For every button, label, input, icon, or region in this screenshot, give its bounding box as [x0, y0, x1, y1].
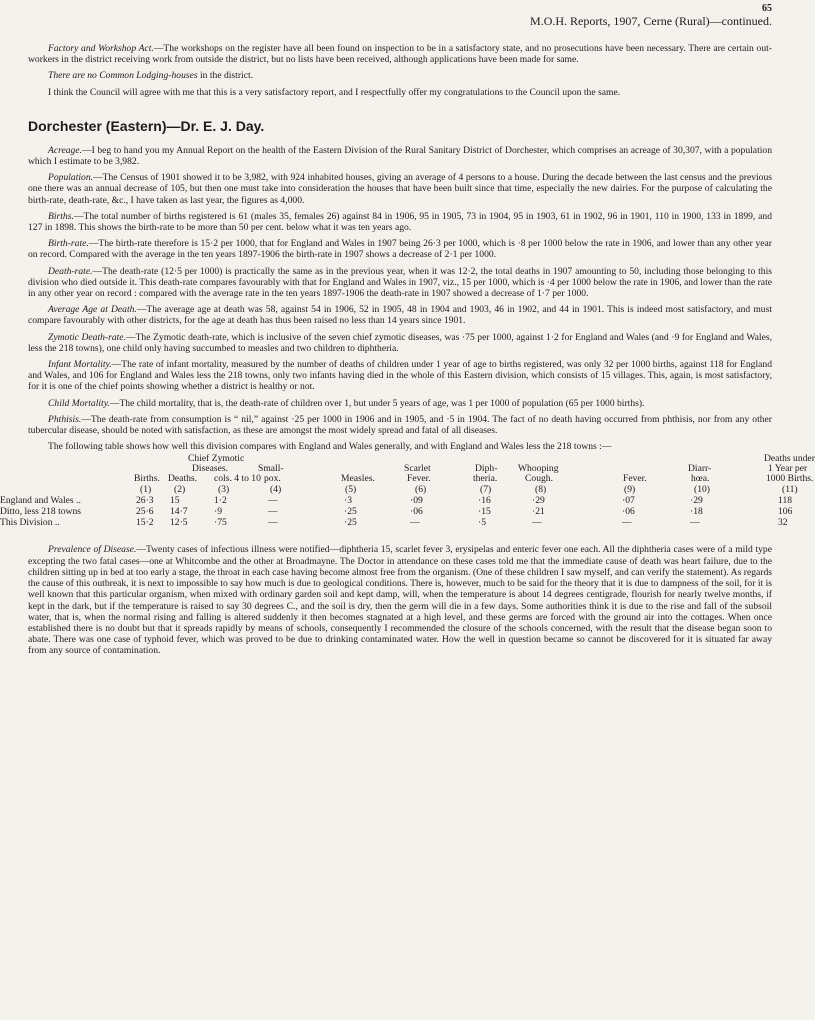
table-cell: ·75 — [214, 517, 227, 529]
death-rate-paragraph: Death-rate.—The death-rate (12·5 per 1000) is practically the same as in the previous year, when it was 12·2, the total deaths in 1907 amounting to 50, including those belonging to this division who died outside it. This death-rate compares favourably with that for England and Wales in 1907, viz., 15 per 1000, which is ·4 per 1000 below the rate in 1906, and lower than the rate in any other year on record : compared with the average rate in the ten years 1897-1906 the death-rate in 1907 showed a decrease of 1·7 per 1000. — [28, 265, 772, 300]
table-cell: ·3 — [344, 495, 352, 507]
comparison-table-rows — [0, 495, 793, 536]
colnum-7: (7) — [480, 484, 492, 496]
th-chief-zymotic-1: Chief Zymotic — [188, 453, 245, 465]
th-births: Births. — [134, 473, 160, 485]
colnum-9: (9) — [624, 484, 636, 496]
th-scarlet: Scarlet — [404, 463, 431, 475]
table-cell: 32 — [778, 517, 788, 529]
report-body — [28, 145, 772, 453]
th-fever: Fever. — [623, 473, 647, 485]
th-deaths-under-1: Deaths under — [764, 453, 815, 465]
table-cell: — — [690, 517, 700, 529]
table-row-label: Ditto, less 218 towns — [0, 506, 82, 518]
table-cell: ·21 — [532, 506, 545, 518]
birth-rate-paragraph: Birth-rate.—The birth-rate therefore is 15·2 per 1000, that for England and Wales in 1907 being 26·3 per 1000, which is ·8 per 1000 below the rate in 1906, and lower than any other year on record. Compared with the average in the ten years 1897-1906 the birth-rate in 1907 shows a decrease of 2·1 per 1000. — [28, 238, 772, 261]
th-deaths-under-2: 1 Year per — [768, 463, 808, 475]
births-paragraph: Births.—The total number of births registered is 61 (males 35, females 26) against 84 in 1906, 95 in 1905, 73 in 1904, 95 in 1903, 61 in 1902, 96 in 1901, 110 in 1900, 133 in 1899, and 127 in 1898. This shows the birth-rate to be more than 50 per cent. below what it was ten years ago. — [28, 210, 772, 234]
colnum-3: (3) — [218, 484, 230, 496]
th-hoea: hœa. — [691, 473, 710, 485]
acreage-paragraph: Acreage.—I beg to hand you my Annual Report on the health of the Eastern Division of the Rural Sanitary District of Dorchester, which comprises an acreage of 30,307, with a population which I estimate to be 3,982. — [28, 144, 772, 168]
colnum-11: (11) — [782, 484, 798, 496]
table-cell: ·18 — [690, 506, 703, 518]
table-cell: 26·3 — [136, 495, 154, 507]
table-cell: ·09 — [410, 495, 423, 507]
table-cell: ·07 — [622, 495, 635, 507]
table-cell: ·15 — [478, 506, 491, 518]
th-diph: Diph- — [475, 463, 498, 475]
table-cell: — — [268, 517, 278, 529]
th-pox: pox. — [264, 473, 281, 485]
colnum-6: (6) — [415, 484, 427, 496]
colnum-2: (2) — [174, 484, 186, 496]
table-cell: 14·7 — [170, 506, 188, 518]
colnum-8: (8) — [535, 484, 547, 496]
section-title: Dorchester (Eastern)—Dr. E. J. Day. — [28, 117, 265, 134]
table-cell: ·29 — [532, 495, 545, 507]
table-cell: — — [532, 517, 542, 529]
table-cell: ·25 — [344, 506, 357, 518]
table-cell: 106 — [778, 506, 793, 518]
th-theria: theria. — [473, 473, 498, 485]
table-row-label: This Division .. — [0, 517, 60, 529]
child-mortality-paragraph: Child Mortality.—The child mortality, that is, the death-rate of children over 1, but under 5 years of age, was 1 per 1000 of population (65 per 1000 births). — [48, 397, 645, 409]
colnum-1: (1) — [140, 484, 152, 496]
th-fever-scarlet: Fever. — [407, 473, 431, 485]
table-cell: ·25 — [344, 517, 357, 529]
table-cell: — — [410, 517, 420, 529]
th-diarr: Diarr- — [688, 463, 712, 475]
th-cough: Cough. — [525, 473, 553, 485]
table-cell: — — [622, 517, 632, 529]
th-small: Small- — [258, 463, 284, 475]
th-measles: Measles. — [341, 473, 375, 485]
population-paragraph: Population.—The Census of 1901 showed it to be 3,982, with 924 inhabited houses, giving an average of 4 persons to a house. During the decade between the last census and the previous one there was an annual decrease of 105, but then one must take into consideration the houses that have been built since that time, especially the new dairies. For the purpose of calculating the birth-rate, death-rate, &c., I have taken as last year, the figures as 4,000. — [28, 172, 772, 206]
table-cell: ·9 — [214, 506, 222, 518]
table-row-label: England and Wales .. — [0, 495, 81, 507]
table-cell: ·06 — [622, 506, 635, 518]
th-whooping: Whooping — [518, 463, 559, 475]
table-cell: — — [268, 495, 278, 507]
factory-paragraph: Factory and Workshop Act.—The workshops on the register have all been found on inspection to be in a satisfactory state, and no prosecutions have been necessary. There are certain out-workers in the district receiving work from outside the district, but no lists have been received, although applications have been made for same. — [28, 43, 772, 66]
th-deaths: Deaths. — [168, 473, 198, 485]
phthisis-paragraph: Phthisis.—The death-rate from consumption is “ nil,” against ·25 per 1000 in 1906 and in 1905, and ·5 in 1904. The fact of no death having occurred from phthisis, nor from any other tubercular disease, should be noted with satisfaction, as these are amongst the most widely spread and fatal of all diseases. — [28, 413, 772, 437]
table-cell: ·29 — [690, 495, 703, 507]
th-1000-births: 1000 Births. — [766, 473, 814, 485]
table-cell: 12·5 — [170, 517, 188, 529]
table-cell: 1·2 — [214, 495, 227, 507]
th-chief-zymotic-2: Diseases. — [192, 463, 228, 475]
th-cols: cols. 4 to 10 — [214, 473, 261, 485]
colnum-4: (4) — [270, 484, 282, 496]
colnum-5: (5) — [345, 484, 357, 496]
colnum-10: (10) — [694, 484, 710, 496]
running-head: M.O.H. Reports, 1907, Cerne (Rural)—continued. — [530, 14, 772, 28]
council-paragraph: I think the Council will agree with me that this is a very satisfactory report, and I respectfully offer my congratulations to the Council upon the same. — [48, 86, 621, 98]
table-cell: 15 — [170, 495, 180, 507]
table-cell: ·5 — [478, 517, 486, 529]
table-cell: ·06 — [410, 506, 423, 518]
average-age-paragraph: Average Age at Death.—The average age at death was 58, against 54 in 1906, 52 in 1905, 48 in 1904 and 1903, 46 in 1902, and 44 in 1901. This is indeed most satisfactory, and must compare favourably with other districts, for the age at death has thus been raised no less than 14 years since 1901. — [28, 304, 772, 327]
page-number: 65 — [762, 3, 772, 14]
table-cell: ·16 — [478, 495, 491, 507]
table-cell: — — [268, 506, 278, 518]
lodging-paragraph: There are no Common Lodging-houses in the district. — [48, 70, 254, 82]
table-cell: 25·6 — [136, 506, 154, 518]
table-intro: The following table shows how well this division compares with England and Wales generally, and with England and Wales less the 218 towns :— — [48, 441, 612, 453]
infant-mortality-paragraph: Infant Mortality.—The rate of infant mortality, measured by the number of deaths of children under 1 year of age to births registered, was only 32 per 1000 births, against 118 for England and Wales, and 106 for England and Wales less the 218 towns, only two infants having died in the whole of this Eastern division, which consists of 15 villages. This, again, is most satisfactory, for it is one of the chief points showing whether a district is healthy or not. — [28, 359, 772, 393]
table-cell: 15·2 — [136, 517, 154, 529]
zymotic-paragraph: Zymotic Death-rate.—The Zymotic death-rate, which is inclusive of the seven chief zymotic diseases, was ·75 per 1000, against 1·2 for England and Wales (and ·9 for England and Wales, less the 218 towns), one child only having succumbed to measles and two children to diphtheria. — [28, 331, 772, 354]
prevalence-paragraph: Prevalence of Disease.—Twenty cases of infectious illness were notified—diphtheria 15, scarlet fever 3, erysipelas and enteric fever one each. All the diphtheria cases were of a mild type excepting the two fatal cases—one at Whitcombe and the other at Broadmayne. The Doctor in attendance on these cases told me that the immediate cause of death was heart failure, due to the children sitting up in bed at too early a stage, the throat in each case having become almost free from the organism. (One of these children I saw myself, and can verify the statement). As regards the cause of this outbreak, it is next to impossible to say how much is due to geological conditions. There is, however, much to be said for the theory that it is due to dampness of the soil, for it is well known that this particular organism, when mixed with ordinary garden soil and kept damp, will, when the temperature is about 14 degrees centigrade, flourish for nearly twelve months, if kept in the dark, but if the temperature is raised to say 30 degrees C., and the soil is dry, then the germ will die in a few days. Some authorities think it is due to the rise and fall of the subsoil water, that is, when the normal rising and falling is altered suddenly it then becomes stagnated at a high level, and these germs are forced with the ground air into the cottages. When once established there is no doubt but that it spreads rapidly by means of schools, consequently I recommended the closure of the schools concerned, with the result that the disease began soon to abate. There was one case of typhoid fever, which was proved to be due to drinking contaminated water. How the well in question became so cannot be discovered for it is situated far away from any source of contamination. — [28, 544, 772, 657]
table-cell: 118 — [778, 495, 793, 507]
